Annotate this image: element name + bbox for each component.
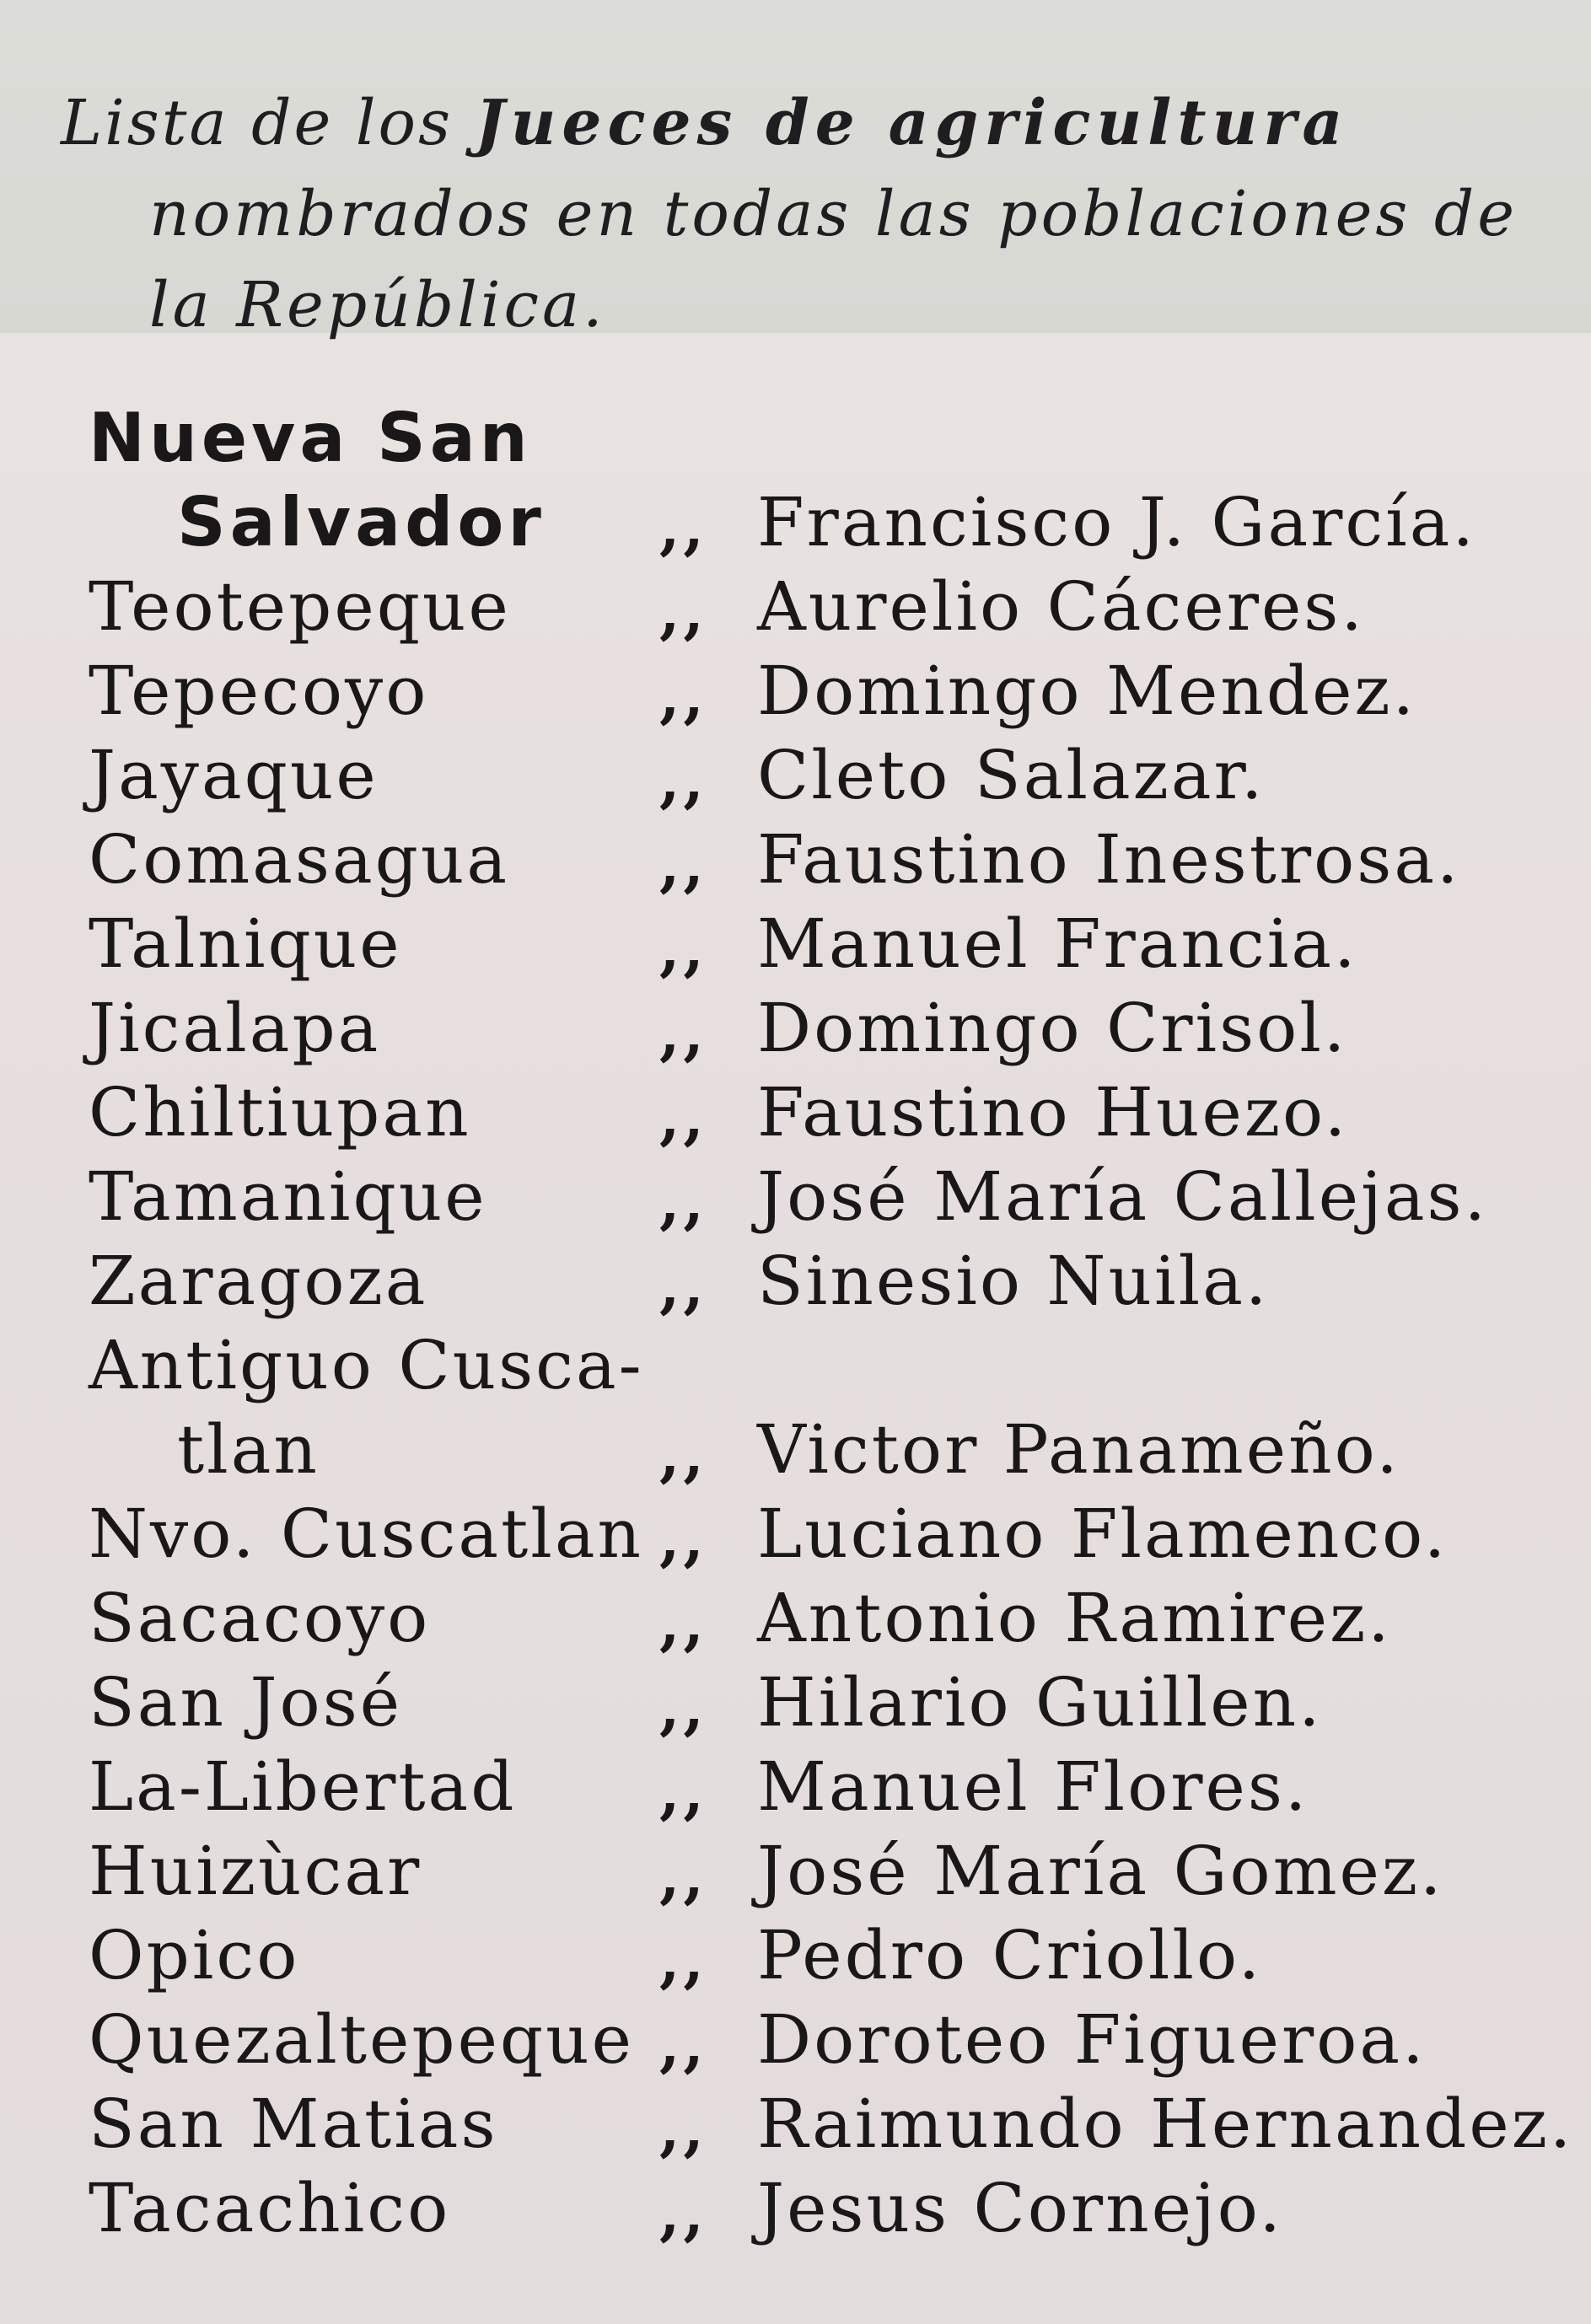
title-line-3: la República.: [149, 269, 606, 341]
town-name: Opico: [89, 1916, 300, 1994]
title-line-2: nombrados en todas las poblaciones de: [149, 178, 1518, 250]
ditto-mark: ,,: [659, 998, 707, 1068]
town-name: tlan: [177, 1410, 320, 1489]
list-item: [0, 2082, 1591, 2166]
ditto-mark: ,,: [659, 1925, 707, 1995]
list-item: [0, 2166, 1591, 2251]
judge-name: Doroteo Figueroa.: [757, 2000, 1427, 2079]
town-name: Tamanique: [89, 1157, 487, 1236]
list-item: [0, 480, 1591, 565]
judge-name: Aurelio Cáceres.: [757, 567, 1365, 646]
list-item: [0, 1998, 1591, 2082]
title-emphasis: Jueces de agricultura: [475, 87, 1349, 159]
town-name: Quezaltepeque: [89, 2000, 635, 2079]
list-item: [0, 1492, 1591, 1576]
town-name: Zaragoza: [89, 1242, 428, 1320]
list-item: [0, 1323, 1591, 1408]
judge-name: Jesus Cornejo.: [757, 2169, 1283, 2247]
list-item: [0, 1661, 1591, 1745]
town-name: Teotepeque: [89, 567, 511, 646]
list-item: [0, 1408, 1591, 1492]
list-item: [0, 396, 1591, 480]
ditto-mark: ,,: [659, 577, 707, 647]
judge-name: Domingo Mendez.: [757, 652, 1416, 730]
ditto-mark: ,,: [659, 745, 707, 815]
list-item: [0, 1576, 1591, 1661]
ditto-mark: ,,: [659, 661, 707, 731]
ditto-mark: ,,: [659, 2094, 707, 2164]
judge-name: Hilario Guillen.: [757, 1663, 1323, 1742]
judge-name: Antonio Ramirez.: [757, 1579, 1392, 1657]
town-name: San José: [89, 1663, 403, 1742]
judge-name: Domingo Crisol.: [757, 989, 1348, 1067]
judge-name: Pedro Criollo.: [757, 1916, 1263, 1994]
judge-name: Raimundo Hernandez.: [757, 2085, 1574, 2163]
ditto-mark: ,,: [659, 1082, 707, 1152]
judge-name: Faustino Inestrosa.: [757, 820, 1461, 899]
ditto-mark: ,,: [659, 492, 707, 562]
list-item: [0, 902, 1591, 986]
ditto-mark: ,,: [659, 1504, 707, 1574]
ditto-mark: ,,: [659, 2010, 707, 2080]
town-name: La-Libertad: [89, 1747, 517, 1826]
town-name: Chiltiupan: [89, 1073, 471, 1151]
judge-name: Cleto Salazar.: [757, 736, 1266, 814]
town-name: Nvo. Cuscatlan: [89, 1495, 644, 1573]
list-item: [0, 565, 1591, 649]
town-name: Nueva San: [89, 399, 532, 477]
town-name: Tacachico: [89, 2169, 451, 2247]
ditto-mark: ,,: [659, 1672, 707, 1742]
ditto-mark: ,,: [659, 829, 707, 899]
ditto-mark: ,,: [659, 1420, 707, 1489]
town-name: Huizùcar: [89, 1832, 422, 1910]
ditto-mark: ,,: [659, 1757, 707, 1827]
list-item: [0, 818, 1591, 902]
list-item: [0, 1071, 1591, 1155]
judge-name: Sinesio Nuila.: [757, 1242, 1270, 1320]
ditto-mark: ,,: [659, 2178, 707, 2248]
judge-name: Manuel Francia.: [757, 904, 1358, 983]
list-item: [0, 649, 1591, 733]
list-item: [0, 1239, 1591, 1323]
ditto-mark: ,,: [659, 1588, 707, 1658]
town-name: Talnique: [89, 904, 402, 983]
town-name: Jicalapa: [89, 989, 381, 1067]
town-name: Antiguo Cusca-: [89, 1326, 644, 1404]
judge-name: Faustino Huezo.: [757, 1073, 1349, 1151]
judge-name: José María Callejas.: [757, 1157, 1489, 1236]
judge-name: Victor Panameño.: [757, 1410, 1400, 1489]
list-item: [0, 1829, 1591, 1913]
judge-name: José María Gomez.: [757, 1832, 1444, 1910]
town-name: Tepecoyo: [89, 652, 429, 730]
ditto-mark: ,,: [659, 1251, 707, 1321]
town-name: Sacacoyo: [89, 1579, 431, 1657]
town-name: Comasagua: [89, 820, 510, 899]
ditto-mark: ,,: [659, 914, 707, 984]
title-lead: Lista de los: [61, 87, 476, 159]
town-name: Jayaque: [89, 736, 379, 814]
judge-name: Luciano Flamenco.: [757, 1495, 1449, 1573]
town-name: San Matias: [89, 2085, 498, 2163]
ditto-mark: ,,: [659, 1841, 707, 1911]
town-name: Salvador: [177, 483, 546, 561]
judge-name: Francisco J. García.: [757, 483, 1476, 561]
list-item: [0, 733, 1591, 818]
list-item: [0, 1745, 1591, 1829]
judge-name: Manuel Flores.: [757, 1747, 1309, 1826]
list-item: [0, 986, 1591, 1071]
list-item: [0, 1155, 1591, 1239]
ditto-mark: ,,: [659, 1167, 707, 1237]
list-item: [0, 1913, 1591, 1998]
